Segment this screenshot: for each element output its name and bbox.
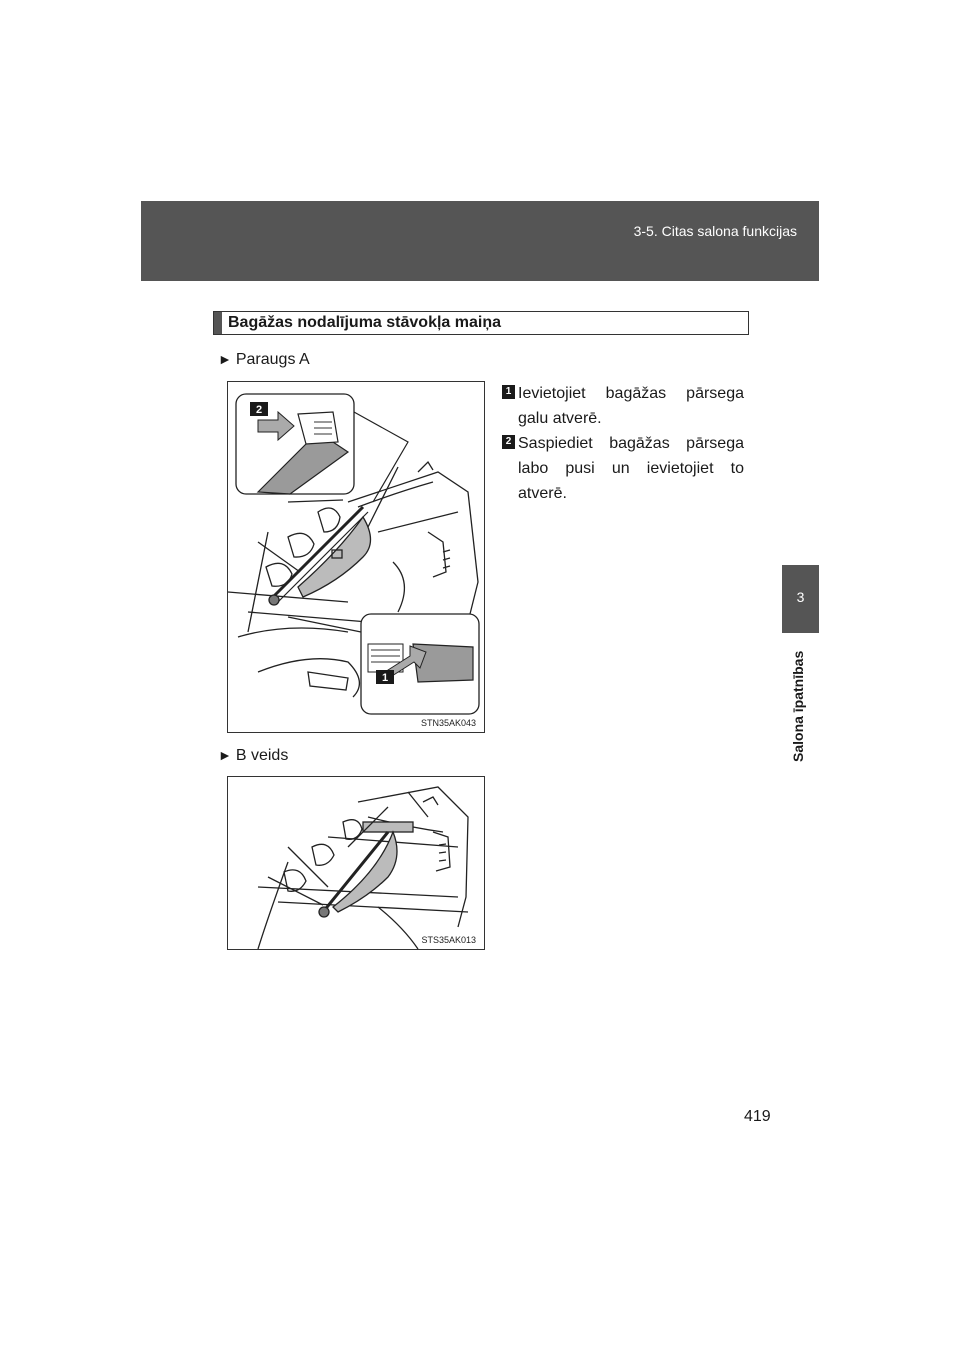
step-2 (502, 431, 744, 506)
section-title: Bagāžas nodalījuma stāvokļa maiņa (228, 314, 501, 331)
variant-b-heading (218, 747, 288, 765)
section-heading (213, 311, 749, 335)
variant-a-heading (218, 351, 310, 369)
triangle-marker-icon: ► (218, 351, 232, 367)
trunk-cover-illustration-a (228, 382, 484, 732)
trunk-cover-illustration-b (228, 777, 484, 949)
header-band (141, 201, 819, 281)
callout-2-label: 2 (255, 404, 263, 416)
variant-a-label: Paraugs A (235, 351, 310, 368)
step-1 (502, 381, 744, 431)
chapter-number: 3 (796, 589, 805, 605)
triangle-marker-icon: ► (218, 747, 232, 763)
figure-b-code: STS35AK013 (421, 935, 476, 945)
callout-1-label: 1 (381, 672, 389, 684)
header-section-title: 3-5. Citas salona funkcijas (633, 223, 797, 239)
variant-b-label: B veids (235, 747, 289, 764)
chapter-label: Salona īpatnības (790, 650, 806, 762)
figure-b (227, 776, 485, 950)
step-2-text: Saspiediet bagāžas pārsega labo pusi un ievietojiet to atverē. (518, 435, 744, 502)
step-2-badge: 2 (502, 435, 515, 449)
page-number: 419 (744, 1108, 771, 1125)
step-1-badge: 1 (502, 385, 515, 399)
section-heading-accent (214, 312, 222, 334)
step-1-text: Ievietojiet bagāžas pārsega galu atverē. (518, 385, 744, 427)
chapter-tab[interactable] (782, 565, 819, 633)
figure-a-code: STN35AK043 (420, 718, 476, 728)
figure-a (227, 381, 485, 733)
